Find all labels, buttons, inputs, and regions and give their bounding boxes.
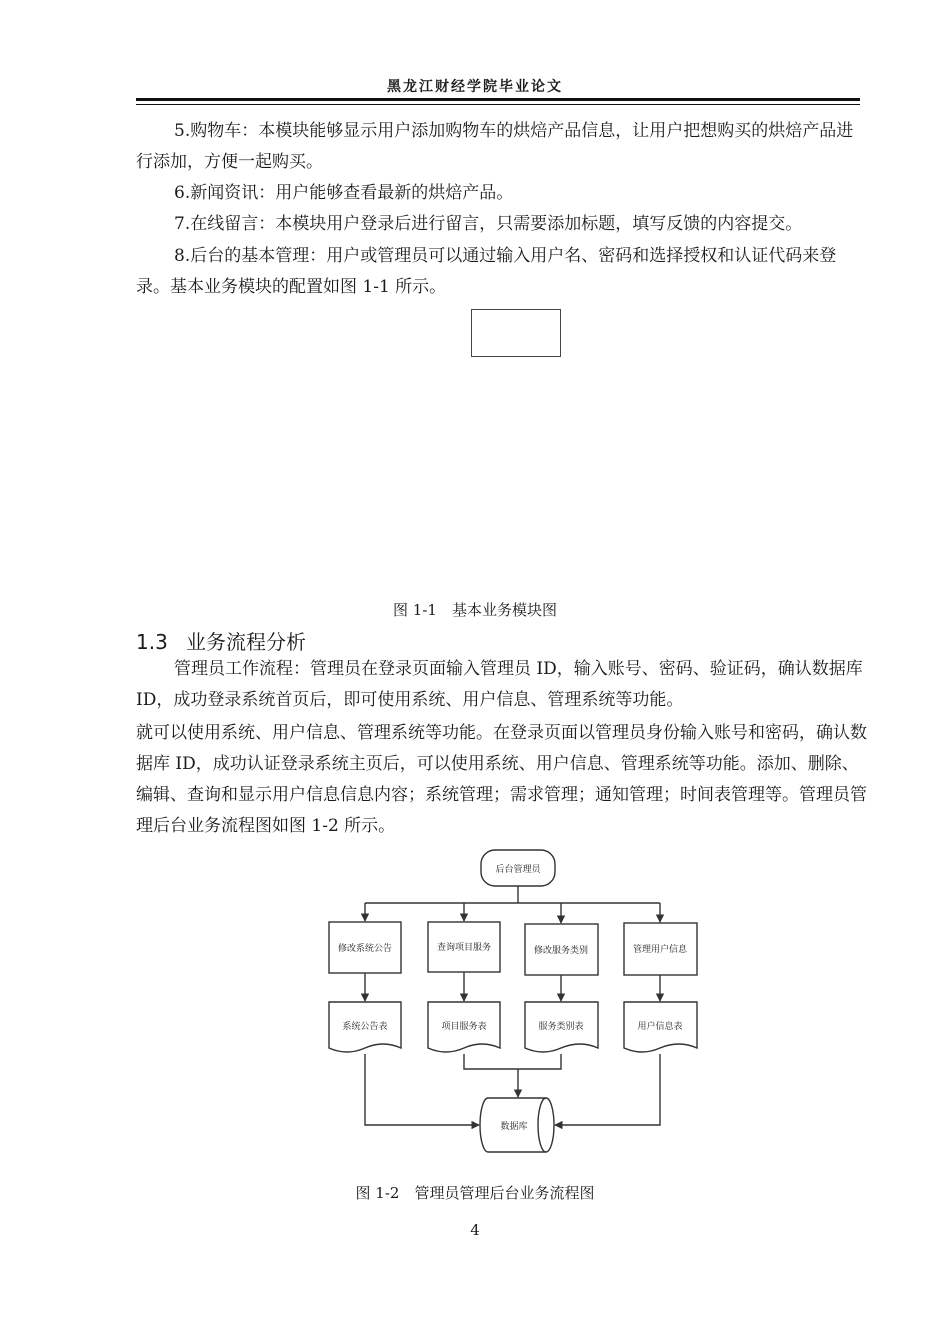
- section-number: 1.3: [136, 630, 168, 654]
- flow-doc-service-table-label: 项目服务表: [441, 1022, 487, 1032]
- section-heading: [136, 626, 306, 655]
- figure-1-placeholder-box: [471, 309, 561, 357]
- paragraph-shopping-cart: 5.购物车：本模块能够显示用户添加购物车的烘焙产品信息，让用户把想购买的烘焙产品进行添加，方便一起购买。: [136, 121, 854, 172]
- flow-doc-announcement-table-label: 系统公告表: [342, 1022, 388, 1032]
- header-rule-thick: [136, 98, 860, 101]
- flow-doc-user-table-label: 用户信息表: [637, 1022, 683, 1032]
- flow-process-service-category-label: 修改服务类别: [533, 946, 589, 956]
- section-paragraph-1: 管理员工作流程：管理员在登录页面输入管理员 ID，输入账号、密码、验证码，确认数据库 ID，成功登录系统首页后，即可使用系统、用户信息、管理系统等功能。: [136, 659, 863, 710]
- section-paragraph-2: 就可以使用系统、用户信息、管理系统等功能。在登录页面以管理员身份输入账号和密码，确认数据库 ID，成功认证登录系统主页后，可以使用系统、用户信息、管理系统等功能。添加、删除、编辑、查询和显示用户信息信息内容；系统管理；需求管理；通知管理；时间表管理等。管理员管理后台业务流程图如图 1-2 所示。: [136, 723, 867, 836]
- flowchart-diagram: [320, 848, 710, 1158]
- flow-start-label: 后台管理员: [495, 865, 541, 875]
- flow-process-query-service-label: 查询项目服务: [436, 943, 492, 953]
- flow-process-user-info-label: 管理用户信息: [632, 945, 688, 955]
- paragraph-admin: 8.后台的基本管理：用户或管理员可以通过输入用户名、密码和选择授权和认证代码来登录。基本业务模块的配置如图 1-1 所示。: [136, 246, 837, 297]
- page-header-title: 黑龙江财经学院毕业论文: [387, 79, 563, 95]
- header-rule-thin: [136, 104, 860, 105]
- paragraph-news: 6.新闻资讯：用户能够查看最新的烘焙产品。: [174, 183, 514, 203]
- paragraph-message: 7.在线留言：本模块用户登录后进行留言，只需要添加标题，填写反馈的内容提交。: [174, 214, 803, 234]
- page-number: 4: [470, 1221, 480, 1239]
- section-title: 业务流程分析: [186, 630, 306, 654]
- flow-doc-category-table-label: 服务类别表: [538, 1022, 584, 1032]
- figure-2-caption: 图 1-2 管理员管理后台业务流程图: [355, 1184, 595, 1202]
- figure-1-caption: 图 1-1 基本业务模块图: [393, 601, 557, 619]
- flow-process-announcement-label: 修改系统公告: [337, 944, 393, 954]
- flow-database-label: 数据库: [500, 1122, 528, 1132]
